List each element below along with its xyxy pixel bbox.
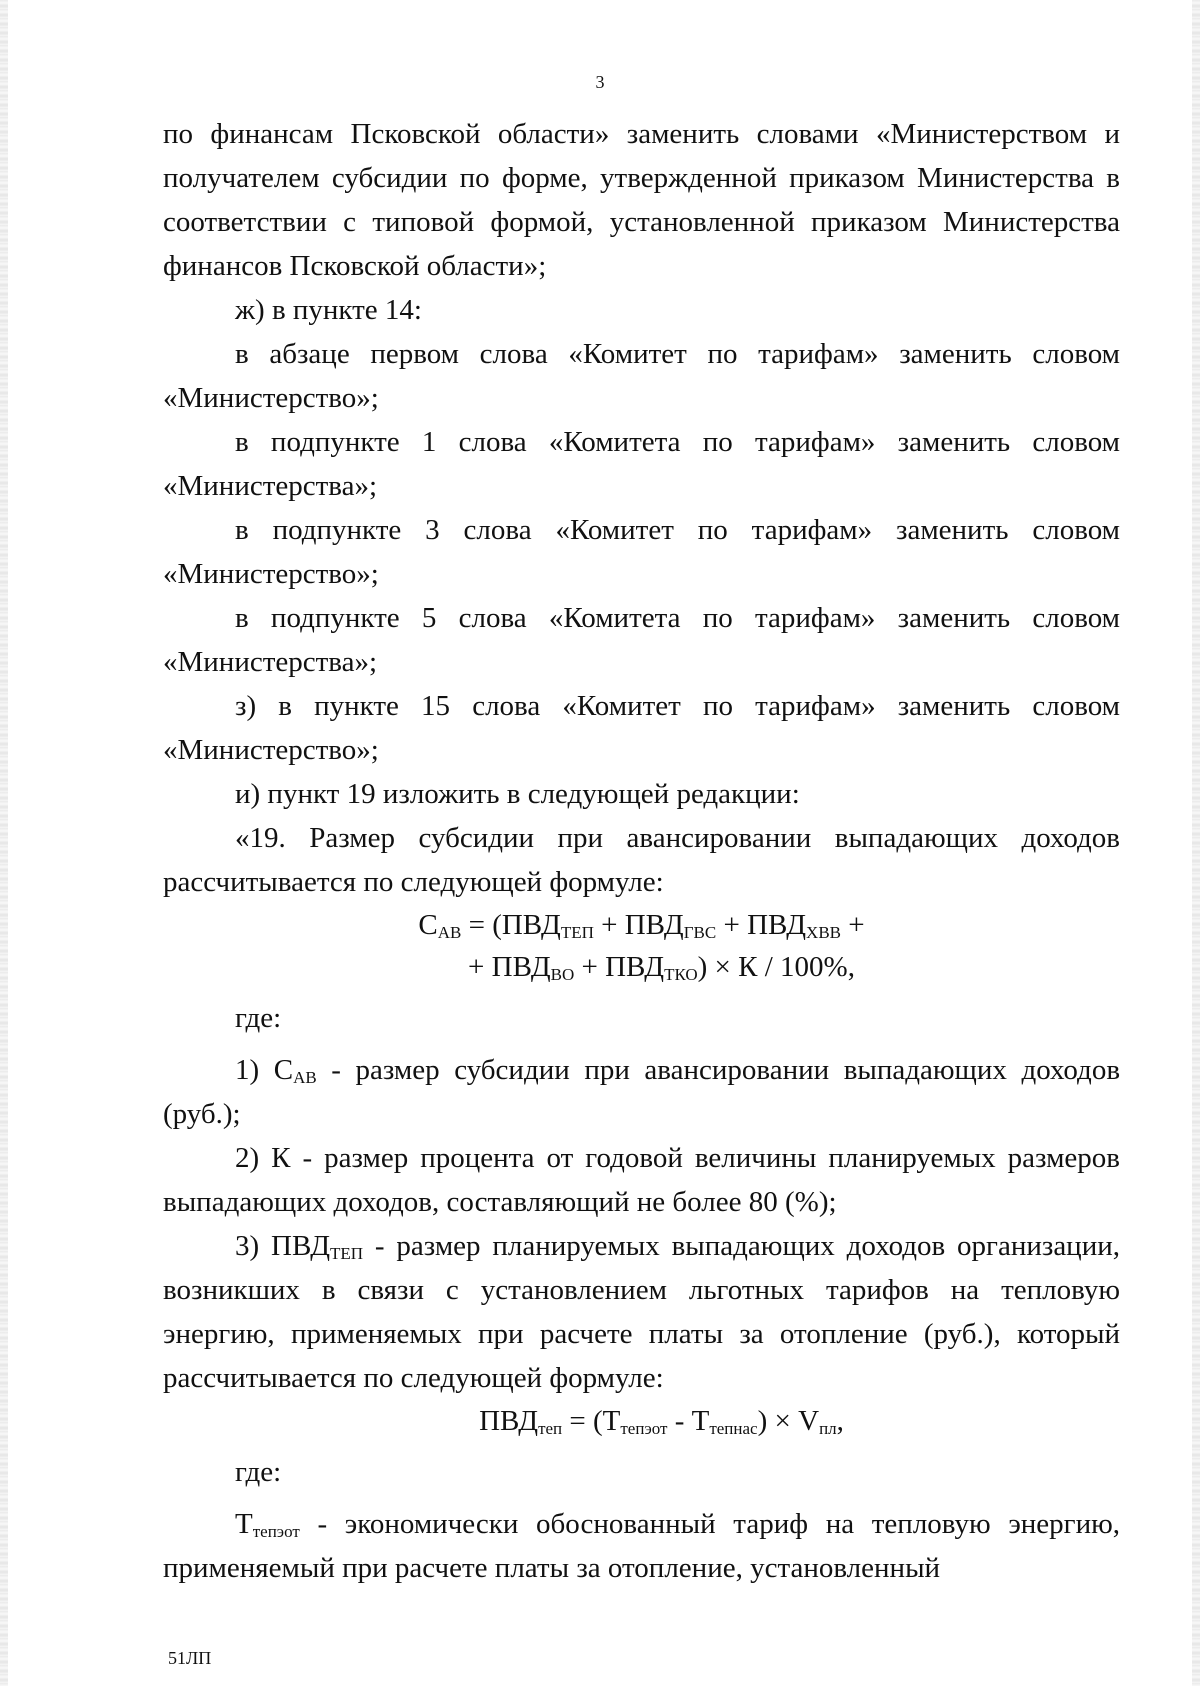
spacer	[163, 988, 1120, 996]
formula-subsidy-line-2: + $ПВД_{ВО} + ПВД_{ТКО}) \times К / 100\%$,	[468, 951, 855, 984]
formula-subsidy	[163, 904, 1120, 988]
paragraph-subitem-1: в подпункте 1 слова «Комитета по тарифам» заменить словом «Министерства»;	[163, 426, 1120, 502]
spacer	[163, 1040, 1120, 1048]
paragraph-item-i: и) пункт 19 изложить в следующей редакции:	[235, 778, 800, 810]
definition-item-1: 1) $С_{АВ}$ - размер субсидии при авансировании выпадающих доходов (руб.);	[163, 1054, 1121, 1130]
paragraph-continuation: по финансам Псковской области» заменить словами «Министерством и получателем субсидии по форме, утвержденной приказом Министерства в соответствии с типовой формой, установленной приказом Министерства финансов Псковской области»;	[163, 118, 1120, 282]
spacer	[163, 1494, 1120, 1502]
formula-heat: $ПВД_{теп} = (Т_{тепэот} - Т_{тепнас}) \times V_{пл}$,	[479, 1405, 844, 1438]
paragraph-subitem-3: в подпункте 3 слова «Комитет по тарифам» заменить словом «Министерство»;	[163, 514, 1120, 590]
formula-subsidy-line-1: $С_{АВ} = (ПВД_{ТЕП} + ПВД_{ГВС} + ПВД_{ХВВ}$ +	[418, 909, 865, 942]
page-number: 3	[595, 72, 605, 92]
scan-edge-left	[0, 0, 8, 1686]
definition-item-2: 2) К - размер процента от годовой величины планируемых размеров выпадающих доходов, составляющий не более 80 (%);	[163, 1142, 1120, 1218]
where-label-2: где:	[235, 1456, 282, 1488]
paragraph-abzac-first: в абзаце первом слова «Комитет по тарифам» заменить словом «Министерство»;	[163, 338, 1120, 414]
paragraph-subitem-5: в подпункте 5 слова «Комитета по тарифам» заменить словом «Министерства»;	[163, 602, 1120, 678]
spacer	[163, 1442, 1120, 1450]
paragraph-item-19: «19. Размер субсидии при авансировании выпадающих доходов рассчитывается по следующей формуле:	[163, 822, 1120, 898]
paragraph-item-zh: ж) в пункте 14:	[235, 294, 422, 326]
document-body	[163, 112, 1120, 1590]
definition-tariff: $Т_{тепэот}$ - экономически обоснованный тариф на тепловую энергию, применяемый при расчете платы за отопление, установленный	[163, 1508, 1120, 1584]
definition-item-3: 3) $ПВД_{ТЕП}$ - размер планируемых выпадающих доходов организации, возникших в связи с установлением льготных тарифов на тепловую энергию, применяемых при расчете платы за отопление (руб.), который рассчитывается по следующей формуле:	[163, 1230, 1120, 1394]
footer-document-code: 51ЛП	[168, 1648, 212, 1668]
where-label-1: где:	[235, 1002, 282, 1034]
paragraph-item-z: з) в пункте 15 слова «Комитет по тарифам» заменить словом «Министерство»;	[163, 690, 1120, 766]
scan-edge-right	[1192, 0, 1200, 1686]
